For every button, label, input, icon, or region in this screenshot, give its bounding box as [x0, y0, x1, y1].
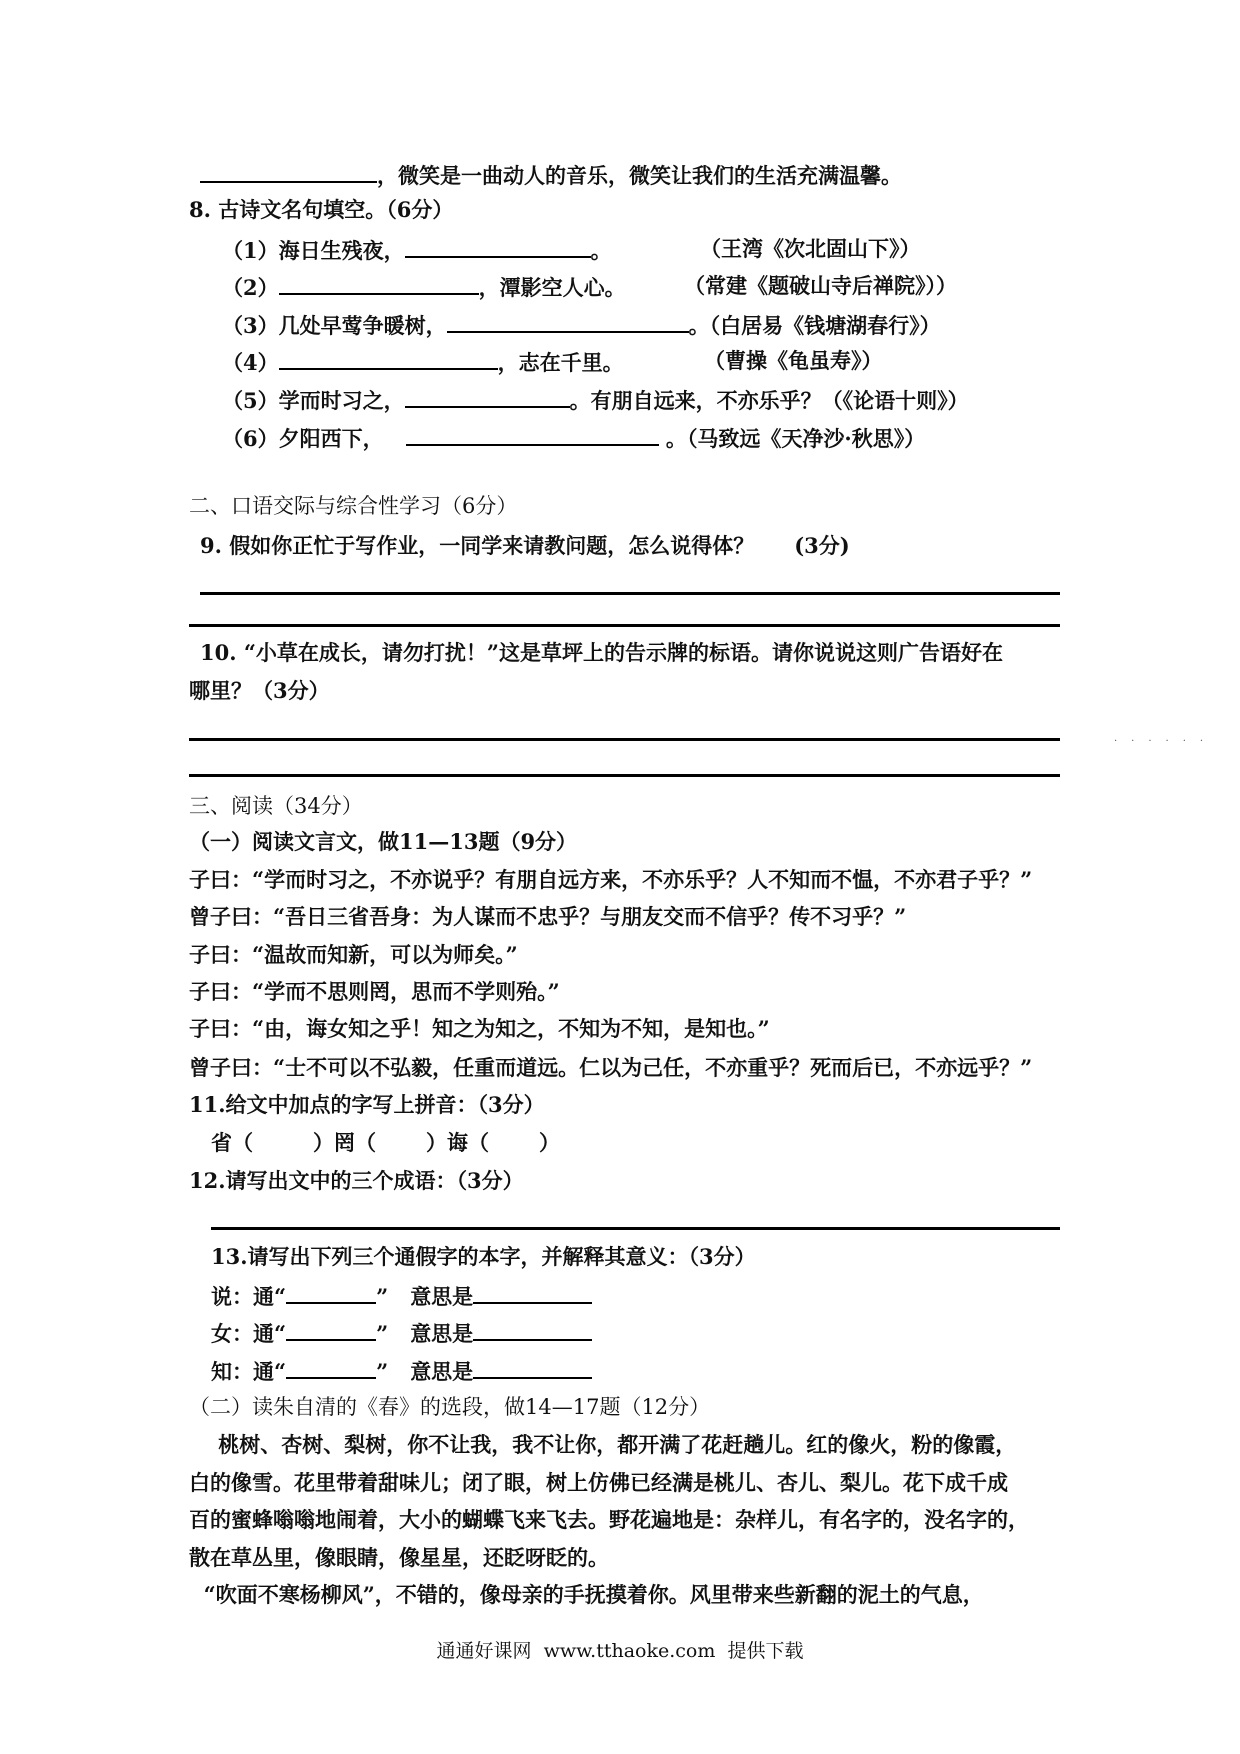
- intro-line: [200, 161, 902, 187]
- item-num: （5）: [222, 388, 279, 413]
- q12-prompt: 12.请写出文中的三个成语：（3分）: [189, 1168, 524, 1193]
- intro-text: ，微笑是一曲动人的音乐，微笑让我们的生活充满温馨。: [377, 163, 902, 188]
- part1-title: （一）阅读文言文，做11—13题（9分）: [189, 829, 578, 854]
- q8-item: [222, 386, 969, 412]
- q11-prompt: 11.给文中加点的字写上拼音：（3分）: [189, 1092, 545, 1117]
- item-text: 夕阳西下，: [278, 426, 384, 451]
- item-text: 。: [688, 313, 710, 338]
- item-text: 。: [658, 426, 687, 451]
- answer-line[interactable]: [211, 1227, 1060, 1230]
- q9-score: (3分): [794, 533, 850, 558]
- answer-blank[interactable]: [286, 1357, 376, 1379]
- item-source: （白居易《钱塘湖春行》）: [709, 313, 941, 338]
- q8-item: [222, 424, 925, 450]
- classical-line: 子曰：“学而时习之，不亦说乎？有朋自远方来，不亦乐乎？人不知而不愠，不亦君子乎？”: [189, 867, 1033, 892]
- q13-row: [211, 1357, 592, 1383]
- item-source: （《论语十则》）: [821, 388, 969, 413]
- item-num: （4）: [222, 350, 279, 375]
- item-num: （6）: [222, 426, 279, 451]
- item-text: ，潭影空人心。: [478, 275, 626, 300]
- pinyin-slot: ）: [539, 1130, 560, 1155]
- item-num: （1）: [222, 238, 279, 263]
- answer-line[interactable]: [200, 592, 1060, 595]
- q8-title: 8. 古诗文名句填空。（6分）: [189, 197, 454, 222]
- answer-blank[interactable]: [279, 348, 498, 370]
- passage-line: 散在草丛里，像眼睛，像星星，还眨呀眨的。: [189, 1545, 609, 1570]
- row-meaning-label: 意思是: [410, 1284, 474, 1309]
- item-text: 。: [590, 238, 612, 263]
- row-meaning-label: 意思是: [410, 1359, 474, 1384]
- answer-blank[interactable]: [473, 1282, 592, 1304]
- classical-line: 子曰：“温故而知新，可以为师矣。”: [189, 942, 518, 967]
- q13-row: [211, 1282, 592, 1308]
- item-source: （曹操《龟虽寿》）: [704, 348, 883, 373]
- q8-item: [222, 236, 921, 263]
- row-meaning-label: 意思是: [410, 1321, 474, 1346]
- answer-blank[interactable]: [286, 1319, 376, 1341]
- part2-title: （二）读朱自清的《春》的选段，做14—17题（12分）: [189, 1395, 711, 1419]
- answer-blank[interactable]: [406, 424, 659, 446]
- pinyin-slot: 省（: [211, 1130, 253, 1155]
- classical-line: 曾子曰：“吾日三省吾身：为人谋而不忠乎？与朋友交而不信乎？传不习乎？”: [189, 904, 907, 929]
- answer-blank[interactable]: [405, 236, 591, 258]
- passage-line: 白的像雪。花里带着甜味儿；闭了眼，树上仿佛已经满是桃儿、杏儿、梨儿。花下成千成: [189, 1470, 1008, 1495]
- classical-line: 子曰：“由，诲女知之乎！知之为知之，不知为不知，是知也。”: [189, 1016, 770, 1041]
- stray-dots: ......: [1114, 733, 1218, 744]
- classical-line: 曾子曰：“士不可以不弘毅，任重而道远。仁以为己任，不亦重乎？死而后已，不亦远乎？”: [189, 1055, 1033, 1080]
- row-label: 知：通“: [211, 1359, 287, 1384]
- answer-line[interactable]: [189, 624, 1060, 627]
- row-quote: ”: [376, 1359, 389, 1384]
- passage-line: 桃树、杏树、梨树，你不让我，我不让你，都开满了花赶趟儿。红的像火，粉的像霞，: [189, 1432, 1017, 1457]
- answer-line[interactable]: [189, 738, 1060, 741]
- section2-title: 二、口语交际与综合性学习（6分）: [189, 494, 518, 518]
- pinyin-slot: ）诲（: [426, 1130, 489, 1155]
- answer-blank[interactable]: [405, 386, 570, 408]
- page-footer: 通通好课网 www.tthaoke.com 提供下载: [436, 1640, 804, 1662]
- item-source: （常建《题破山寺后禅院》））: [684, 273, 957, 298]
- item-source: （马致远《天净沙·秋思》）: [686, 426, 926, 451]
- row-quote: ”: [376, 1321, 389, 1346]
- q9-prompt: [200, 533, 850, 559]
- answer-blank[interactable]: [473, 1357, 592, 1379]
- answer-blank[interactable]: [473, 1319, 592, 1341]
- q13-prompt: 13.请写出下列三个通假字的本字，并解释其意义：（3分）: [211, 1244, 756, 1269]
- passage-line: 百的蜜蜂嗡嗡地闹着，大小的蝴蝶飞来飞去。野花遍地是：杂样儿，有名字的，没名字的，: [189, 1507, 1029, 1532]
- q10-prompt: 10. “小草在成长，请勿打扰！”这是草坪上的告示牌的标语。请你说说这则广告语好在: [200, 640, 1004, 665]
- q11-answers: [211, 1130, 560, 1156]
- row-label: 说：通“: [211, 1284, 287, 1309]
- q9-text: 9. 假如你正忙于写作业，一同学来请教问题，怎么说得体？: [200, 533, 755, 558]
- pinyin-slot: ）罔（: [313, 1130, 376, 1155]
- item-text: 几处早莺争暖树，: [278, 313, 447, 338]
- q8-item: [222, 348, 883, 375]
- answer-line[interactable]: [189, 774, 1060, 777]
- item-text: ，志在千里。: [497, 350, 624, 375]
- row-quote: ”: [376, 1284, 389, 1309]
- classical-line: 子曰：“学而不思则罔，思而不学则殆。”: [189, 979, 560, 1004]
- q8-item: [222, 273, 957, 300]
- q10-prompt-cont: 哪里？（3分）: [189, 678, 330, 703]
- item-text: 学而时习之，: [278, 388, 405, 413]
- answer-blank[interactable]: [447, 311, 689, 333]
- item-num: （2）: [222, 275, 279, 300]
- row-label: 女：通“: [211, 1321, 287, 1346]
- answer-blank[interactable]: [286, 1282, 376, 1304]
- passage-line: “吹面不寒杨柳风”，不错的，像母亲的手抚摸着你。风里带来些新翻的泥土的气息，: [189, 1582, 984, 1607]
- item-source: （王湾《次北固山下》）: [700, 236, 921, 261]
- item-num: （3）: [222, 313, 279, 338]
- item-text: 。有朋自远来，不亦乐乎？: [569, 388, 822, 413]
- q8-item: [222, 311, 941, 337]
- answer-blank[interactable]: [279, 273, 479, 295]
- q13-row: [211, 1319, 592, 1345]
- section3-title: 三、阅读（34分）: [189, 794, 363, 818]
- item-text: 海日生残夜，: [278, 238, 405, 263]
- answer-blank[interactable]: [200, 161, 377, 183]
